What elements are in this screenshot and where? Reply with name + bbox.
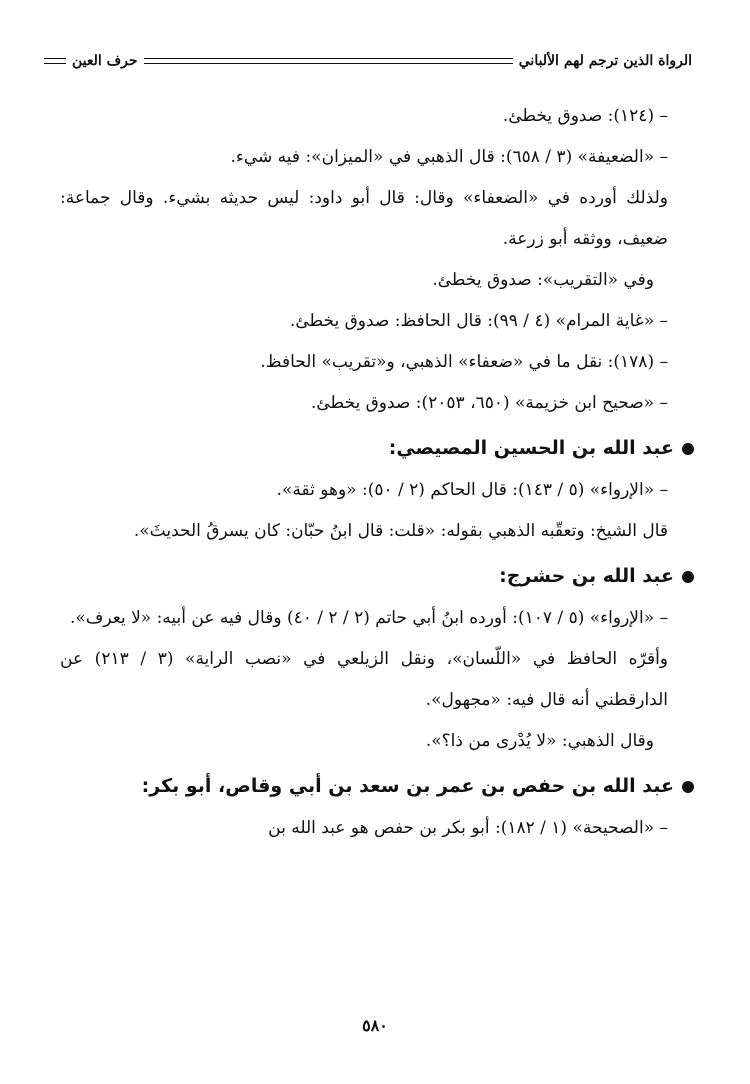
entry-line: – «غاية المرام» (٤ / ٩٩): قال الحافظ: صدوق يخطئ. <box>289 311 668 331</box>
page-number: ٥٨٠ <box>362 1016 388 1035</box>
entry-line: – «الضعيفة» (٣ / ٦٥٨): قال الذهبي في «الميزان»: فيه شيء. <box>230 147 668 167</box>
entry-line: – «الصحيحة» (١ / ١٨٢): أبو بكر بن حفص هو عبد الله بن <box>268 818 668 838</box>
header-rule <box>144 58 513 64</box>
bullet-icon <box>682 443 694 455</box>
narrator-heading <box>60 426 694 470</box>
bullet-icon <box>682 571 694 583</box>
entry-line: – «الإرواء» (٥ / ١٤٣): قال الحاكم (٢ / ٥٠): «وهو ثقة». <box>276 480 668 500</box>
entry-line: وقال الذهبي: «لا يُدْرى من ذا؟». <box>425 731 654 751</box>
header-rule-short <box>44 58 66 64</box>
entry-line: وفي «التقريب»: صدوق يخطئ. <box>432 270 654 290</box>
running-header <box>38 50 692 72</box>
page-content <box>60 96 674 849</box>
section-title: حرف العين <box>72 53 138 69</box>
narrator-name: عبد الله بن حشرج: <box>499 565 674 587</box>
bullet-icon <box>682 781 694 793</box>
narrator-name: عبد الله بن الحسين المصيصي: <box>388 437 674 459</box>
entry-line: – (١٧٨): نقل ما في «ضعفاء» الذهبي، و«تقريب» الحافظ. <box>260 352 668 372</box>
entry-line: – «صحيح ابن خزيمة» (٦٥٠، ٢٠٥٣): صدوق يخطئ. <box>310 393 668 413</box>
entry-line: – «الإرواء» (٥ / ١٠٧): أورده ابنُ أبي حاتم (٢ / ٢ / ٤٠) وقال فيه عن أبيه: «لا يعرف». <box>69 608 668 628</box>
narrator-name: عبد الله بن حفص بن عمر بن سعد بن أبي وقاص، أبو بكر: <box>141 775 674 797</box>
entry-line: – (١٢٤): صدوق يخطئ. <box>502 106 668 126</box>
narrator-heading <box>60 554 694 598</box>
entry-line: وأقرّه الحافظ في «اللّسان»، ونقل الزيلعي في «نصب الراية» (٣ / ٢١٣) عن الدارقطني أنه قال فيه: «مجهول». <box>60 649 669 710</box>
narrator-heading <box>60 764 694 808</box>
book-title: الرواة الذين ترجم لهم الألباني <box>518 53 692 69</box>
entry-line: قال الشيخ: وتعقّبه الذهبي بقوله: «قلت: قال ابنُ حبّان: كان يسرقُ الحديثَ». <box>133 521 668 541</box>
entry-line: ولذلك أورده في «الضعفاء» وقال: قال أبو داود: ليس حديثه بشيء. وقال جماعة: ضعيف، ووثقه أبو زرعة. <box>60 188 668 249</box>
